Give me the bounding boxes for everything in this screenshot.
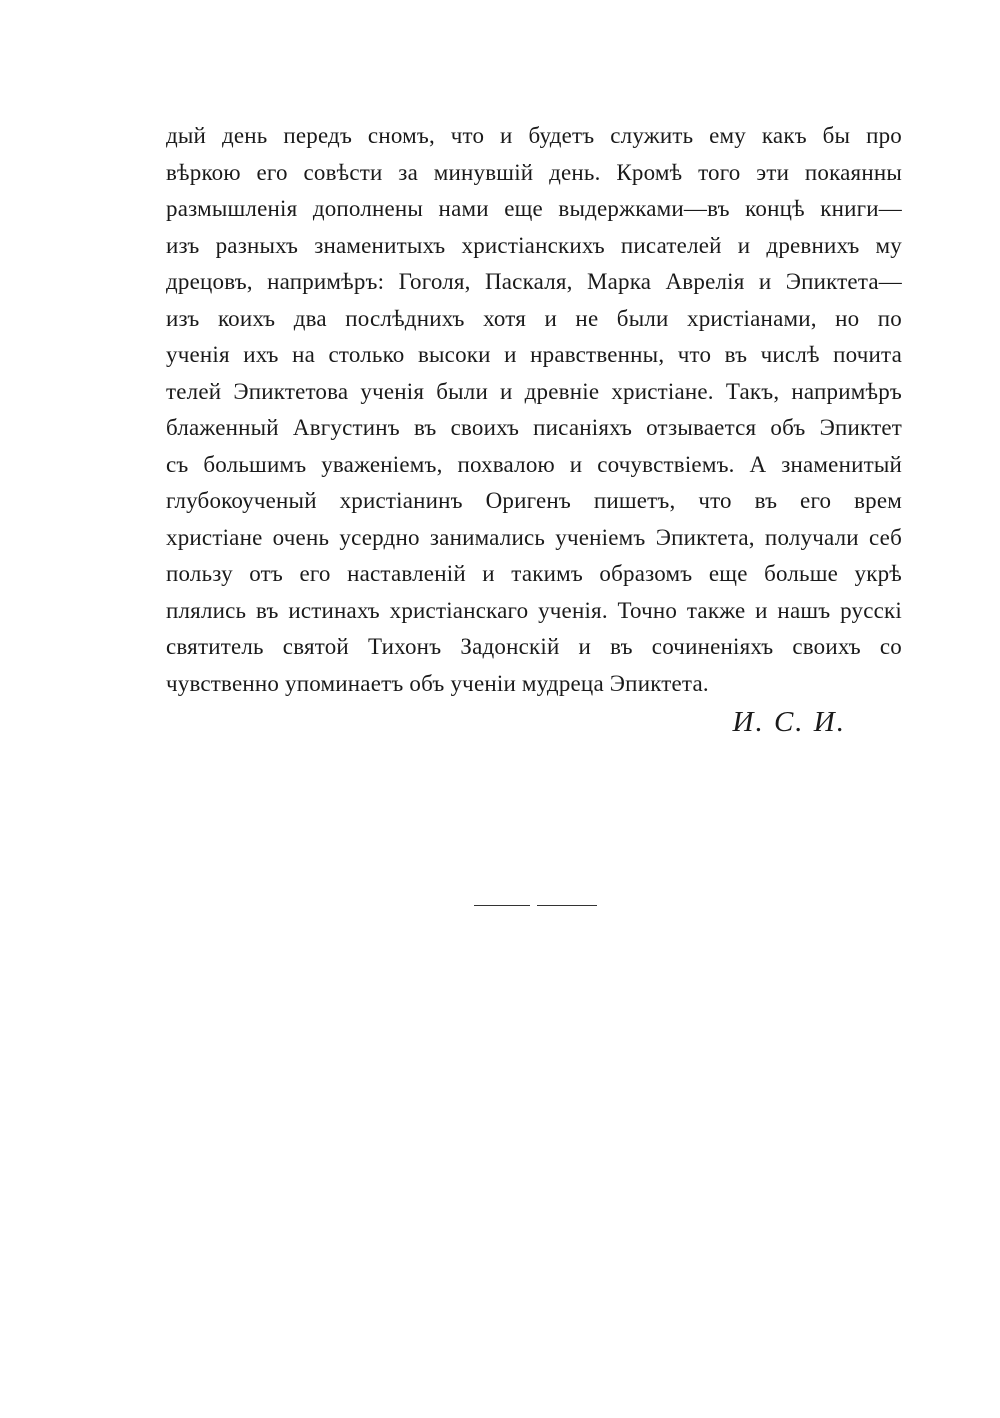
text-line-13: пользу отъ его наставленій и такимъ образомъ еще больше укрѣ	[166, 561, 902, 586]
text-line-12: христiане очень усердно занимались ученіемъ Эпиктета, получали себ	[166, 524, 902, 550]
text-line-1: дый день передъ сномъ, что и будетъ служить ему какъ бы про	[166, 123, 902, 148]
text-line-6: изъ коихъ два послѣднихъ хотя и не были христіанами, но по	[166, 305, 902, 331]
text-line-15: святитель святой Тихонъ Задонскій и въ сочиненіяхъ своихъ со	[166, 634, 902, 659]
signature: И. С. И.	[732, 706, 846, 738]
body-text	[166, 118, 902, 702]
text-line-9: блаженный Августинъ въ своихъ писаніяхъ отзывается объ Эпиктет	[166, 415, 902, 440]
text-line-2: вѣркою его совѣсти за минувшій день. Кромѣ того эти покаянны	[166, 159, 902, 185]
text-line-5: дрецовъ, напримѣръ: Гоголя, Паскаля, Марка Аврелія и Эпиктета—	[166, 269, 902, 294]
text-line-3: размышленія дополнены нами еще выдержками—въ концѣ книги—	[166, 196, 902, 221]
text-line-16: чувственно упоминаетъ объ ученіи мудреца Эпиктета.	[166, 670, 709, 696]
text-line-14: плялись въ истинахъ христіанскаго ученія. Точно также и нашъ русскі	[166, 597, 902, 623]
text-line-11: глубокоученый христіанинъ Оригенъ пишетъ, что въ его врем	[166, 488, 902, 513]
divider-rule-right	[537, 905, 597, 906]
text-line-4: изъ разныхъ знаменитыхъ христіанскихъ писателей и древнихъ му	[166, 232, 902, 258]
text-line-10: съ большимъ уваженіемъ, похвалою и сочувствіемъ. А знаменитый	[166, 451, 902, 477]
divider-rule-left	[474, 905, 530, 906]
text-line-8: телей Эпиктетова ученія были и древніе христiане. Такъ, напримѣръ	[166, 378, 902, 404]
text-line-7: ученія ихъ на столько высоки и нравственны, что въ числѣ почита	[166, 342, 902, 367]
